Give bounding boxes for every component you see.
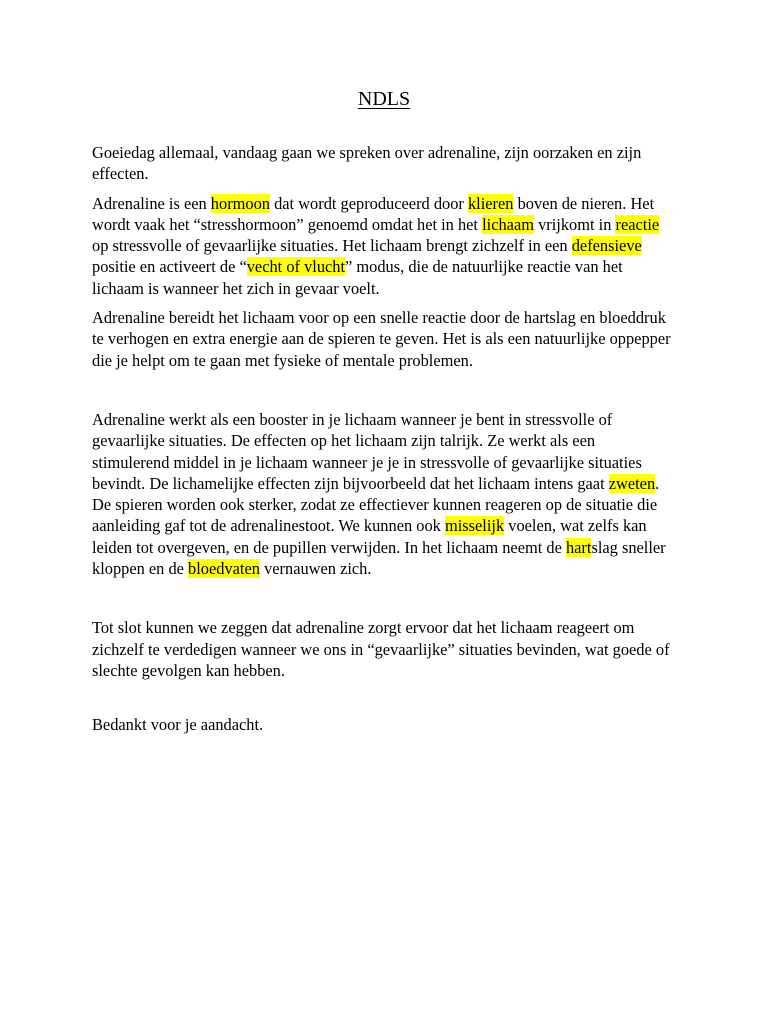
text-run: vrijkomt in bbox=[533, 214, 616, 234]
highlighted-term: bloedvaten bbox=[188, 559, 260, 579]
text-run: positie en activeert de “ bbox=[92, 257, 247, 277]
paragraph-conclusion bbox=[92, 617, 676, 681]
text-run: Tot slot kunnen we zeggen dat adrenaline zorgt ervoor dat het lichaam reageert om zichzelf te verdedigen wanneer we ons in “gevaarlijke” situaties bevinden, wat goede of slechte gevolgen kan hebben. bbox=[92, 618, 670, 680]
highlighted-term: klieren bbox=[467, 193, 514, 213]
text-run: ” modus, die de natuurlijke reactie van het lichaam is wanneer het zich in gevaar voelt. bbox=[92, 257, 623, 298]
highlighted-term: vecht of vlucht bbox=[246, 257, 346, 277]
paragraph-function bbox=[92, 307, 676, 371]
paragraph-intro bbox=[92, 142, 676, 185]
highlighted-term: hart bbox=[565, 537, 592, 557]
highlighted-term: misselijk bbox=[444, 516, 505, 536]
document-body bbox=[92, 142, 676, 736]
highlighted-term: defensieve bbox=[571, 236, 642, 256]
paragraph-effects bbox=[92, 409, 676, 579]
text-run: . De spieren worden ook sterker, zodat ze effectiever kunnen reageren op de situatie die aanleiding gaf tot de adrenalinestoot. We kunnen ook bbox=[92, 473, 660, 536]
text-run: Goeiedag allemaal, vandaag gaan we spreken over adrenaline, zijn oorzaken en zijn effecten. bbox=[92, 143, 642, 184]
text-run: dat wordt geproduceerd door bbox=[269, 193, 468, 213]
text-run: Bedankt voor je aandacht. bbox=[92, 715, 264, 735]
text-run: boven de nieren. Het wordt vaak het “stresshormoon” genoemd omdat het in het bbox=[92, 193, 655, 234]
highlighted-term: hormoon bbox=[210, 193, 270, 213]
text-run: vernauwen zich. bbox=[259, 559, 372, 579]
paragraph-thanks bbox=[92, 714, 676, 735]
text-run: Adrenaline bereidt het lichaam voor op een snelle reactie door de hartslag en bloeddruk te verhogen en extra energie aan de spieren te geven. Het is als een natuurlijke oppepper die je helpt om te gaan met fysieke of mentale problemen. bbox=[92, 308, 671, 370]
paragraph-definition bbox=[92, 193, 676, 299]
text-run: slag sneller kloppen en de bbox=[92, 537, 666, 579]
text-run: Adrenaline werkt als een booster in je lichaam wanneer je bent in stressvolle of gevaarlijke situaties. De effecten op het lichaam zijn talrijk. Ze werkt als een stimulerend middel in je lichaam wanneer je je in stressvolle of gevaarlijke situaties bevindt. De lichamelijke effecten zijn bijvoorbeeld dat het lichaam intens gaat bbox=[92, 409, 642, 493]
highlighted-term: reactie bbox=[615, 214, 660, 234]
text-run: voelen, wat zelfs kan leiden tot overgeven, en de pupillen verwijden. In het lichaam neemt de bbox=[92, 516, 647, 557]
highlighted-term: lichaam bbox=[482, 214, 534, 234]
text-run: op stressvolle of gevaarlijke situaties. Het lichaam brengt zichzelf in een bbox=[92, 236, 572, 256]
document-title: NDLS bbox=[357, 88, 411, 110]
highlighted-term: zweten bbox=[608, 473, 656, 493]
text-run: Adrenaline is een bbox=[92, 193, 211, 213]
